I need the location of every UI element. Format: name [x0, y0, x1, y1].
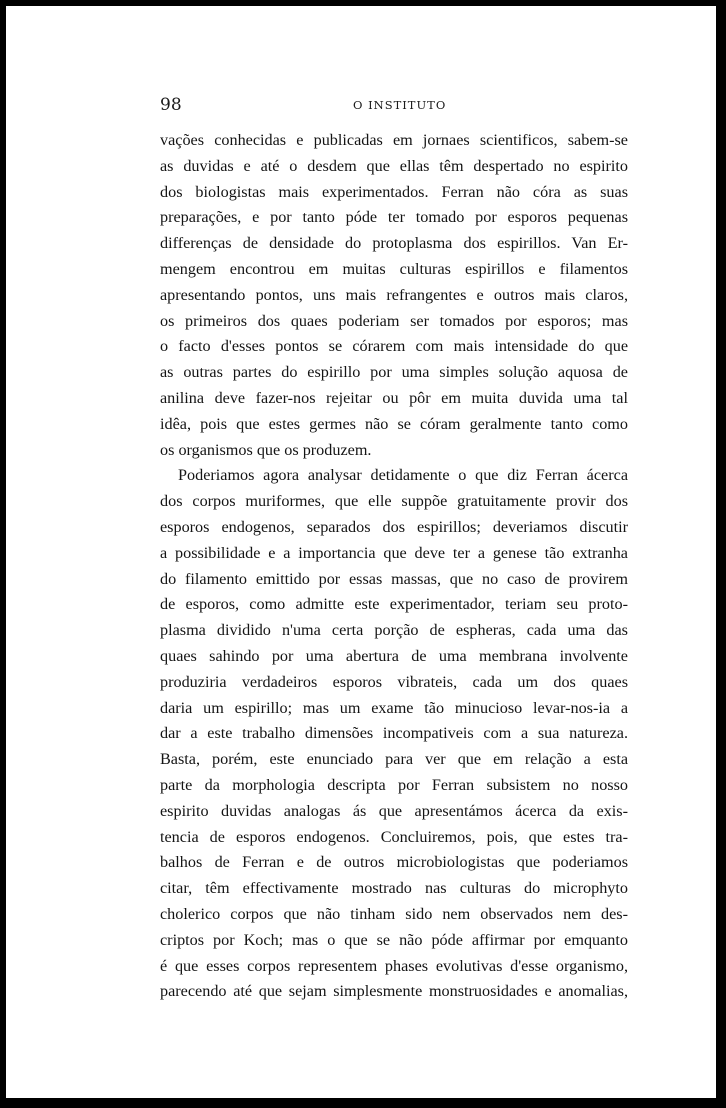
text-line: esporos endogenos, separados dos espirillos; deveriamos discutir [160, 517, 628, 536]
text-line: espirito duvidas analogas ás que apresentámos ácerca da exis- [160, 801, 628, 820]
text-line: daria um espirillo; mas um exame tão minucioso levar-nos-ia a [160, 698, 628, 717]
text-line: criptos por Koch; mas o que se não póde affirmar por emquanto [160, 930, 628, 949]
text-line: o facto d'esses pontos se córarem com mais intensidade do que [160, 337, 628, 356]
paragraph-2 [160, 463, 628, 1005]
text-line: as duvidas e até o desdem que ellas têm despertado no espirito [160, 156, 628, 175]
running-title: O INSTITUTO [353, 98, 447, 112]
text-line: as outras partes do espirillo por uma simples solução aquosa de [160, 363, 628, 382]
text-line: anilina deve fazer-nos rejeitar ou pôr em muita duvida uma tal [160, 388, 628, 407]
text-line: produziria verdadeiros esporos vibrateis, cada um dos quaes [160, 672, 628, 691]
text-line: plasma dividido n'uma certa porção de espheras, cada uma das [160, 621, 628, 640]
page-number: 98 [160, 95, 182, 115]
text-line: cholerico corpos que não tinham sido nem observados nem des- [160, 904, 628, 923]
body-text [160, 128, 628, 1005]
text-line: quaes sahindo por uma abertura de uma membrana involvente [160, 646, 628, 665]
text-line: vações conhecidas e publicadas em jornaes scientificos, sabem-se [160, 131, 628, 149]
text-line: apresentando pontos, uns mais refrangentes e outros mais claros, [160, 285, 628, 304]
text-line: de esporos, como admitte este experimentador, teriam seu proto- [160, 595, 628, 614]
text-line: differenças de densidade do protoplasma dos espirillos. Van Er- [160, 234, 628, 253]
text-line: citar, têm effectivamente mostrado nas culturas do microphyto [160, 879, 628, 898]
text-line: Poderiamos agora analysar detidamente o que diz Ferran ácerca [178, 466, 628, 485]
text-line: Basta, porém, este enunciado para ver que em relação a esta [160, 750, 628, 769]
text-line: tencia de esporos endogenos. Concluiremos, pois, que estes tra- [160, 827, 628, 846]
text-line: os organismos que os produzem. [160, 440, 372, 459]
text-line: idêa, pois que estes germes não se córam geralmente tanto como [160, 414, 628, 433]
text-line: é que esses corpos representem phases evolutivas d'esse organismo, [160, 956, 628, 975]
text-line: balhos de Ferran e de outros microbiologistas que poderiamos [160, 853, 628, 872]
text-line: do filamento emittido por essas massas, que no caso de provirem [160, 569, 628, 588]
text-line: mengem encontrou em muitas culturas espirillos e filamentos [160, 259, 628, 278]
book-page [6, 6, 716, 1098]
text-line: a possibilidade e a importancia que deve ter a genese tão extranha [160, 543, 628, 562]
text-line: dos corpos muriformes, que elle suppõe gratuitamente provir dos [160, 492, 628, 511]
text-line: os primeiros dos quaes poderiam ser tomados por esporos; mas [160, 311, 628, 330]
page-header [6, 95, 716, 117]
text-line: dos biologistas mais experimentados. Ferran não córa as suas [160, 182, 628, 201]
text-line: preparações, e por tanto póde ter tomado por esporos pequenas [160, 208, 628, 227]
text-line: dar a este trabalho dimensões incompativeis com a sua natureza. [160, 724, 628, 743]
text-line: parte da morphologia descripta por Ferran subsistem no nosso [160, 775, 628, 794]
text-line: parecendo até que sejam simplesmente monstruosidades e anomalias, [160, 982, 628, 1001]
paragraph-1 [160, 128, 628, 463]
